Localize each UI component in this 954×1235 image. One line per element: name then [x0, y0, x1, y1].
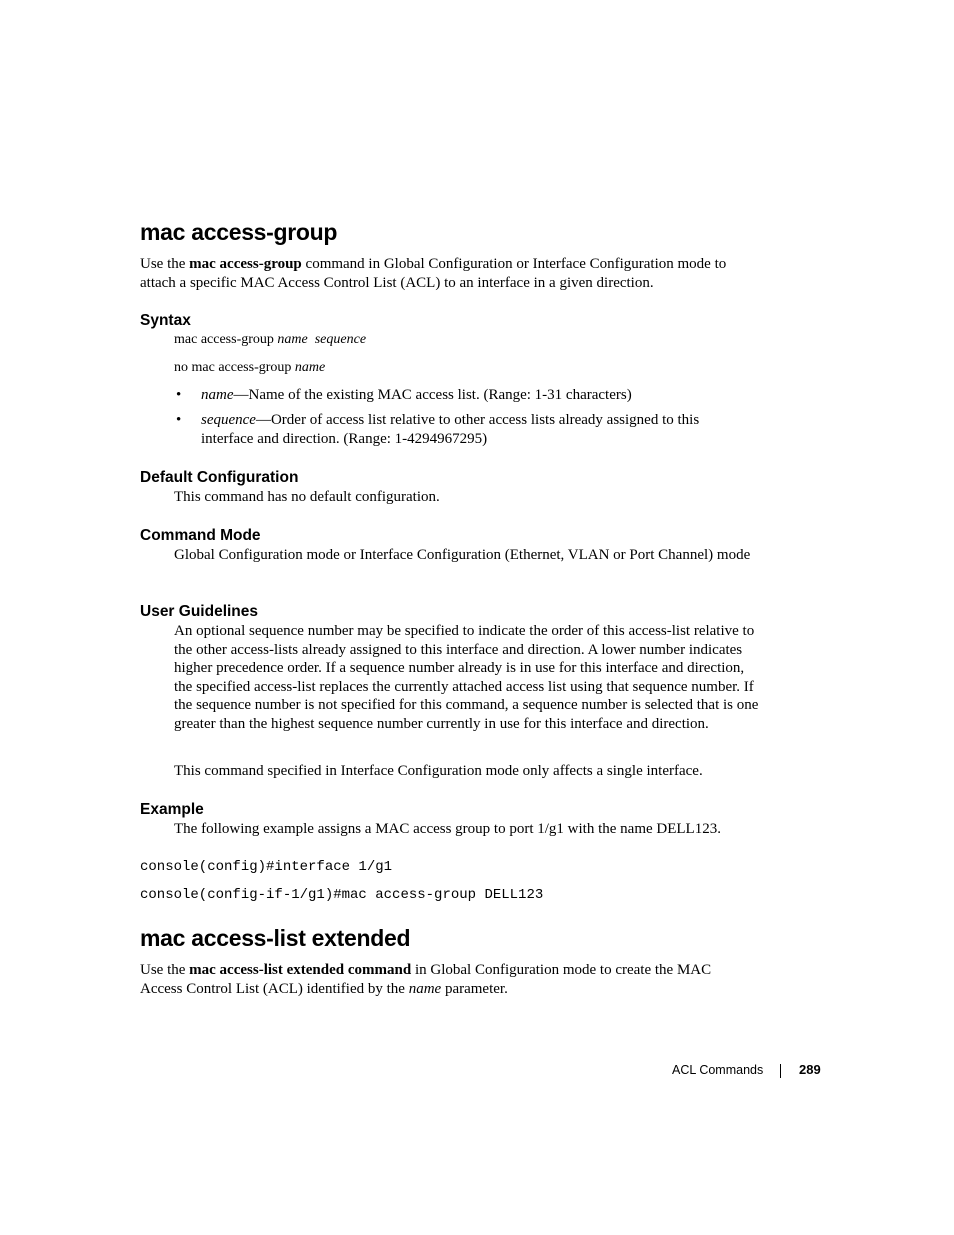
intro-text-end: command in Global Configuration or Interface Configuration mode to attach a specific MAC Access Control List (ACL) to an interface in a given direction.: [140, 256, 727, 291]
syntax-no-line: [174, 359, 325, 377]
bullet-marker: •: [176, 387, 182, 403]
user-guidelines-note: This command specified in Interface Configuration mode only affects a single interface.: [174, 763, 703, 779]
list-item: [201, 411, 726, 448]
syntax-no-arguments: name: [294, 360, 326, 375]
command-mode-text: Global Configuration mode or Interface Configuration (Ethernet, VLAN or Port Channel) mode: [174, 547, 751, 563]
syntax-arguments: name sequence: [277, 332, 367, 347]
intro-parameter: name: [408, 980, 442, 997]
footer-divider: [780, 1064, 781, 1078]
intro-text-start: Use the: [140, 962, 190, 978]
intro-paragraph: [140, 961, 740, 998]
intro-command: mac access-group: [189, 256, 302, 272]
default-config-heading: Default Configuration: [140, 469, 299, 486]
param-description: —Name of the existing MAC access list. (Range: 1-31 characters): [233, 387, 632, 403]
syntax-line: [174, 331, 366, 349]
intro-paragraph: [140, 255, 760, 292]
page-number: 289: [799, 1062, 821, 1077]
syntax-command: mac access-group: [174, 332, 274, 347]
example-heading: Example: [140, 801, 204, 818]
intro-text-middle: in Global Configuration mode to create the MAC Access Control List (ACL) identified by the: [140, 962, 712, 997]
default-config-text: This command has no default configuration.: [174, 489, 440, 505]
bullet-marker: •: [176, 412, 182, 428]
intro-command: mac access-list extended command: [189, 962, 412, 978]
command-mode-heading: Command Mode: [140, 527, 261, 544]
param-name: sequence: [201, 412, 256, 428]
section-title: mac access-group: [140, 219, 338, 245]
intro-text-end: parameter.: [441, 980, 508, 997]
syntax-heading: Syntax: [140, 312, 191, 329]
user-guidelines-paragraph: An optional sequence number may be specified to indicate the order of this access-list relative to the other access-lists already assigned to this interface and direction. A lower number indicates higher precedence order. If a sequence number already is in use for this interface and direction, the specified access-list replaces the currently attached access list using that sequence number. If the sequence number is not specified for this command, a sequence number is selected that is one greater than the highest sequence number currently in use for this interface and direction.: [174, 623, 759, 732]
example-text: The following example assigns a MAC access group to port 1/g1 with the name DELL123.: [174, 821, 721, 837]
intro-text-start: Use the: [140, 256, 190, 272]
param-name: name: [201, 387, 234, 403]
param-description: —Order of access list relative to other access lists already assigned to this interface and direction. (Range: 1-4294967295): [201, 412, 700, 447]
list-item: [201, 386, 761, 405]
footer-section-name: ACL Commands: [672, 1063, 764, 1077]
section-title: mac access-list extended: [140, 925, 411, 951]
user-guidelines-heading: User Guidelines: [140, 603, 259, 620]
code-line: console(config)#interface 1/g1: [140, 859, 393, 875]
syntax-no-command: no mac access-group: [174, 360, 292, 375]
code-line: console(config-if-1/g1)#mac access-group DELL123: [140, 887, 544, 903]
